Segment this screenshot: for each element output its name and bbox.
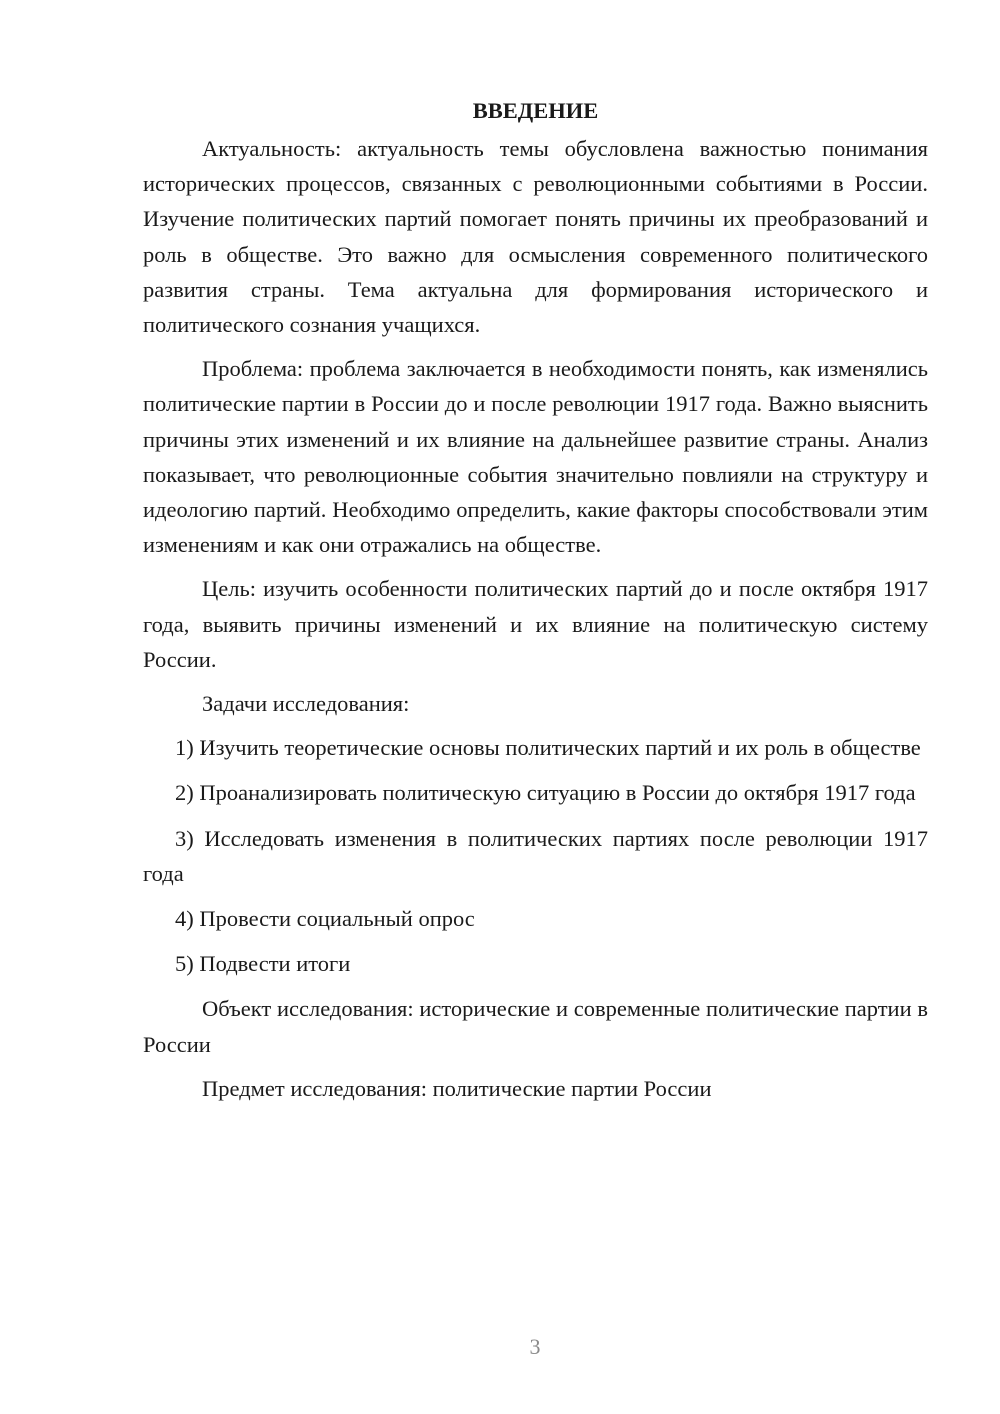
task-item-5: 5) Подвести итоги	[175, 951, 351, 977]
paragraph-subject: Предмет исследования: политические партии России	[202, 1075, 712, 1101]
page-number: 3	[529, 1334, 541, 1359]
task-item-4: 4) Провести социальный опрос	[175, 906, 475, 932]
paragraph-problem: Проблема: проблема заключается в необходимости понять, как изменялись политические партии в России до и после революции 1917 года. Важно выяснить причины этих изменений и их влияние на дальнейшее развитие страны. Анализ показывает, что революционные события значительно повлияли на структуру и идеологию партий. Необходимо определить, какие факторы способствовали этим изменениям и как они отражались на обществе.	[143, 356, 928, 558]
paragraph-tasks-intro: Задачи исследования:	[202, 691, 410, 717]
paragraph-relevance: Актуальность: актуальность темы обусловлена важностью понимания исторических процессов, связанных с революционными событиями в России. Изучение политических партий помогает понять причины их преобразований и роль в обществе. Это важно для осмысления современного политического развития страны. Тема актуальна для формирования исторического и политического сознания учащихся.	[143, 136, 928, 338]
paragraph-object: Объект исследования: исторические и современные политические партии в России	[143, 996, 928, 1057]
task-item-1: 1) Изучить теоретические основы политических партий и их роль в обществе	[175, 735, 921, 761]
page-content	[143, 96, 928, 1115]
task-item-2: 2) Проанализировать политическую ситуацию в России до октября 1917 года	[175, 780, 916, 806]
section-heading: ВВЕДЕНИЕ	[472, 98, 599, 123]
paragraph-goal: Цель: изучить особенности политических партий до и после октября 1917 года, выявить причины изменений и их влияние на политическую систему России.	[143, 576, 928, 672]
task-item-3: 3) Исследовать изменения в политических партиях после революции 1917 года	[143, 825, 928, 886]
